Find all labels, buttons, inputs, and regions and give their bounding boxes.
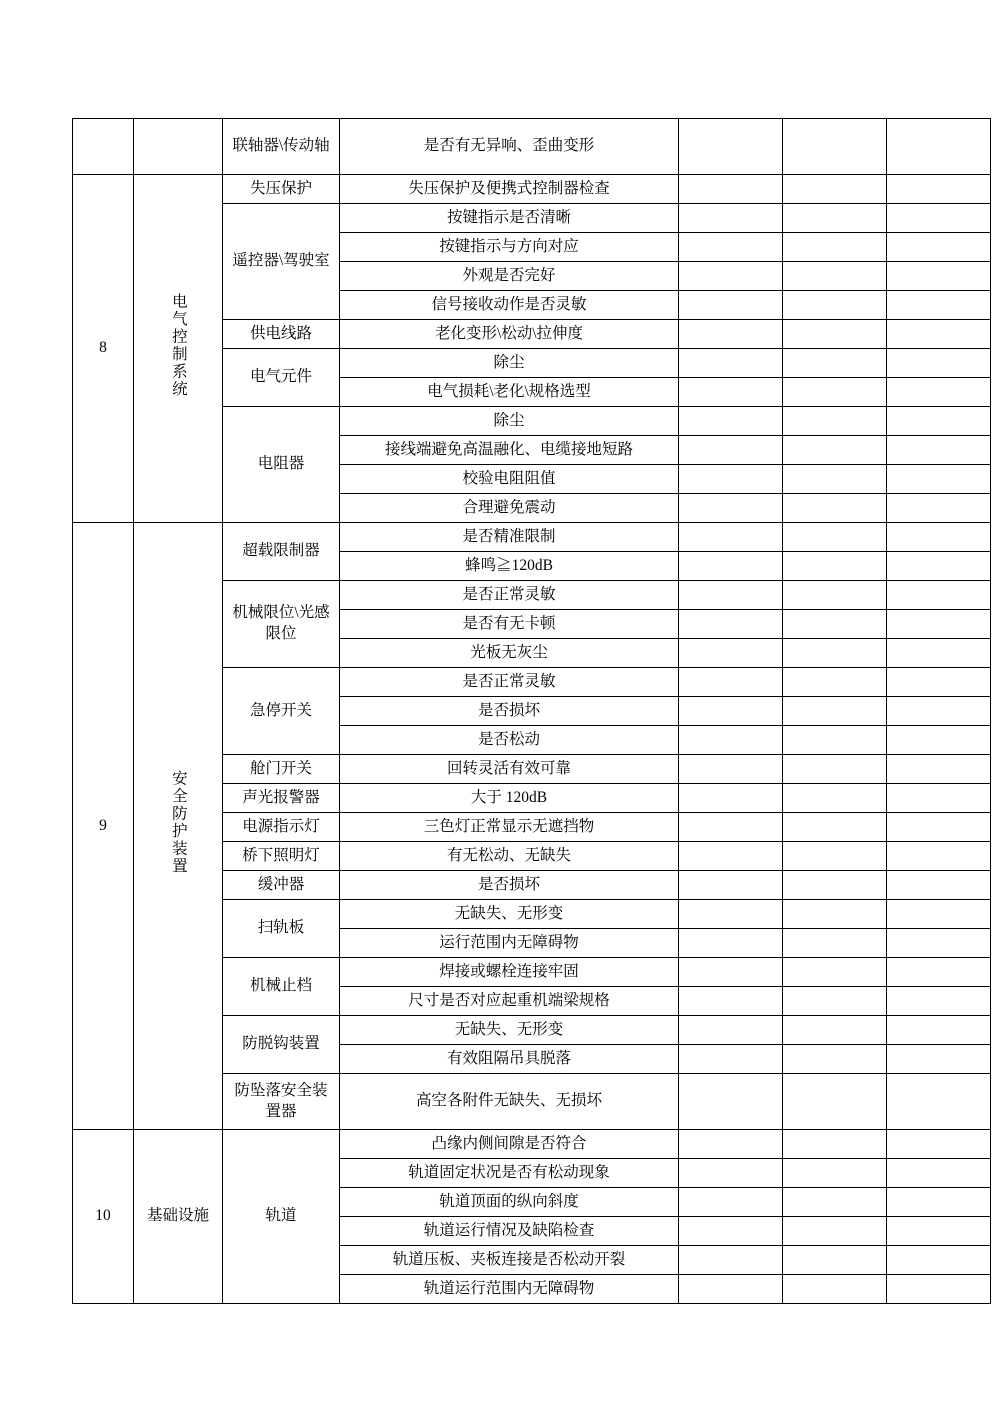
system-cell — [134, 175, 223, 523]
result-blank-cell[interactable] — [887, 900, 991, 929]
result-blank-cell[interactable] — [783, 610, 887, 639]
inspection-item-cell: 蜂鸣≧120dB — [340, 552, 679, 581]
result-blank-cell[interactable] — [783, 320, 887, 349]
result-blank-cell[interactable] — [783, 1246, 887, 1275]
part-cell: 电源指示灯 — [223, 813, 340, 842]
inspection-item-cell: 轨道运行范围内无障碍物 — [340, 1275, 679, 1304]
result-blank-cell[interactable] — [887, 610, 991, 639]
row-number-cell: 9 — [73, 523, 134, 1130]
part-cell: 联轴器\传动轴 — [223, 119, 340, 175]
result-blank-cell[interactable] — [783, 1074, 887, 1130]
result-blank-cell[interactable] — [679, 929, 783, 958]
part-cell: 急停开关 — [223, 668, 340, 755]
inspection-item-cell: 是否精准限制 — [340, 523, 679, 552]
result-blank-cell[interactable] — [679, 552, 783, 581]
result-blank-cell[interactable] — [679, 494, 783, 523]
table-row — [73, 523, 991, 552]
result-blank-cell[interactable] — [783, 929, 887, 958]
system-cell — [134, 1130, 223, 1304]
result-blank-cell[interactable] — [783, 581, 887, 610]
inspection-item-cell: 无缺失、无形变 — [340, 1016, 679, 1045]
inspection-item-cell: 尺寸是否对应起重机端梁规格 — [340, 987, 679, 1016]
result-blank-cell[interactable] — [783, 1159, 887, 1188]
part-cell: 舱门开关 — [223, 755, 340, 784]
result-blank-cell[interactable] — [783, 262, 887, 291]
result-blank-cell[interactable] — [783, 119, 887, 175]
result-blank-cell[interactable] — [887, 494, 991, 523]
result-blank-cell[interactable] — [783, 1130, 887, 1159]
inspection-item-cell: 运行范围内无障碍物 — [340, 929, 679, 958]
part-cell: 扫轨板 — [223, 900, 340, 958]
row-number-cell: 8 — [73, 175, 134, 523]
table-row — [73, 119, 991, 175]
result-blank-cell[interactable] — [783, 987, 887, 1016]
inspection-item-cell: 轨道顶面的纵向斜度 — [340, 1188, 679, 1217]
inspection-item-cell: 合理避免震动 — [340, 494, 679, 523]
result-blank-cell[interactable] — [679, 262, 783, 291]
result-blank-cell[interactable] — [679, 378, 783, 407]
inspection-item-cell: 是否有无异响、歪曲变形 — [340, 119, 679, 175]
result-blank-cell[interactable] — [887, 929, 991, 958]
result-blank-cell[interactable] — [783, 958, 887, 987]
result-blank-cell[interactable] — [783, 552, 887, 581]
result-blank-cell[interactable] — [679, 349, 783, 378]
result-blank-cell[interactable] — [679, 407, 783, 436]
result-blank-cell[interactable] — [783, 465, 887, 494]
result-blank-cell[interactable] — [783, 1016, 887, 1045]
inspection-item-cell: 电气损耗\老化\规格选型 — [340, 378, 679, 407]
result-blank-cell[interactable] — [783, 291, 887, 320]
result-blank-cell[interactable] — [679, 204, 783, 233]
result-blank-cell[interactable] — [679, 842, 783, 871]
inspection-item-cell: 校验电阻阻值 — [340, 465, 679, 494]
result-blank-cell[interactable] — [783, 436, 887, 465]
result-blank-cell[interactable] — [783, 349, 887, 378]
result-blank-cell[interactable] — [783, 900, 887, 929]
inspection-item-cell: 有效阻隔吊具脱落 — [340, 1045, 679, 1074]
result-blank-cell[interactable] — [887, 1016, 991, 1045]
part-cell: 缓冲器 — [223, 871, 340, 900]
part-cell: 轨道 — [223, 1130, 340, 1304]
result-blank-cell[interactable] — [887, 871, 991, 900]
result-blank-cell[interactable] — [887, 552, 991, 581]
result-blank-cell[interactable] — [783, 175, 887, 204]
result-blank-cell[interactable] — [679, 436, 783, 465]
result-blank-cell[interactable] — [887, 1275, 991, 1304]
part-cell: 供电线路 — [223, 320, 340, 349]
result-blank-cell[interactable] — [783, 871, 887, 900]
part-cell: 失压保护 — [223, 175, 340, 204]
result-blank-cell[interactable] — [679, 1217, 783, 1246]
table-row — [73, 175, 991, 204]
result-blank-cell[interactable] — [783, 1188, 887, 1217]
inspection-item-cell: 轨道运行情况及缺陷检查 — [340, 1217, 679, 1246]
result-blank-cell[interactable] — [679, 523, 783, 552]
part-cell: 遥控器\驾驶室 — [223, 204, 340, 320]
result-blank-cell[interactable] — [679, 465, 783, 494]
part-cell: 桥下照明灯 — [223, 842, 340, 871]
result-blank-cell[interactable] — [783, 755, 887, 784]
result-blank-cell[interactable] — [783, 407, 887, 436]
inspection-item-cell: 有无松动、无缺失 — [340, 842, 679, 871]
inspection-item-cell: 大于 120dB — [340, 784, 679, 813]
result-blank-cell[interactable] — [679, 639, 783, 668]
result-blank-cell[interactable] — [783, 523, 887, 552]
result-blank-cell[interactable] — [887, 291, 991, 320]
result-blank-cell[interactable] — [679, 1246, 783, 1275]
inspection-item-cell: 轨道压板、夹板连接是否松动开裂 — [340, 1246, 679, 1275]
result-blank-cell[interactable] — [679, 726, 783, 755]
inspection-item-cell: 是否正常灵敏 — [340, 668, 679, 697]
inspection-item-cell: 老化变形\松动\拉伸度 — [340, 320, 679, 349]
table-row — [73, 1130, 991, 1159]
result-blank-cell[interactable] — [783, 1217, 887, 1246]
result-blank-cell[interactable] — [887, 1246, 991, 1275]
part-cell: 超载限制器 — [223, 523, 340, 581]
part-cell: 机械限位\光感限位 — [223, 581, 340, 668]
row-number-cell — [73, 119, 134, 175]
result-blank-cell[interactable] — [679, 1130, 783, 1159]
inspection-table — [72, 118, 991, 1304]
result-blank-cell[interactable] — [679, 813, 783, 842]
result-blank-cell[interactable] — [679, 581, 783, 610]
result-blank-cell[interactable] — [887, 320, 991, 349]
result-blank-cell[interactable] — [887, 1188, 991, 1217]
part-cell: 防脱钩装置 — [223, 1016, 340, 1074]
result-blank-cell[interactable] — [887, 119, 991, 175]
inspection-item-cell: 焊接或螺栓连接牢固 — [340, 958, 679, 987]
result-blank-cell[interactable] — [887, 204, 991, 233]
row-number-cell: 10 — [73, 1130, 134, 1304]
result-blank-cell[interactable] — [887, 1159, 991, 1188]
result-blank-cell[interactable] — [887, 523, 991, 552]
result-blank-cell[interactable] — [887, 987, 991, 1016]
result-blank-cell[interactable] — [887, 668, 991, 697]
result-blank-cell[interactable] — [887, 697, 991, 726]
result-blank-cell[interactable] — [679, 233, 783, 262]
result-blank-cell[interactable] — [679, 1074, 783, 1130]
result-blank-cell[interactable] — [783, 784, 887, 813]
result-blank-cell[interactable] — [887, 1130, 991, 1159]
system-cell — [134, 523, 223, 1130]
result-blank-cell[interactable] — [679, 175, 783, 204]
result-blank-cell[interactable] — [887, 407, 991, 436]
inspection-item-cell: 凸缘内侧间隙是否符合 — [340, 1130, 679, 1159]
system-label: 电气控制系统 — [169, 292, 187, 398]
inspection-item-cell: 三色灯正常显示无遮挡物 — [340, 813, 679, 842]
part-cell: 机械止档 — [223, 958, 340, 1016]
result-blank-cell[interactable] — [679, 871, 783, 900]
result-blank-cell[interactable] — [887, 813, 991, 842]
result-blank-cell[interactable] — [679, 697, 783, 726]
result-blank-cell[interactable] — [679, 900, 783, 929]
result-blank-cell[interactable] — [679, 1159, 783, 1188]
result-blank-cell[interactable] — [887, 1074, 991, 1130]
system-label: 安全防护装置 — [169, 770, 187, 876]
result-blank-cell[interactable] — [887, 958, 991, 987]
part-cell: 防坠落安全装置器 — [223, 1074, 340, 1130]
result-blank-cell[interactable] — [887, 842, 991, 871]
result-blank-cell[interactable] — [783, 1275, 887, 1304]
inspection-item-cell: 无缺失、无形变 — [340, 900, 679, 929]
result-blank-cell[interactable] — [887, 436, 991, 465]
system-label: 基础设施 — [146, 1207, 209, 1225]
result-blank-cell[interactable] — [679, 320, 783, 349]
result-blank-cell[interactable] — [679, 1275, 783, 1304]
inspection-item-cell: 信号接收动作是否灵敏 — [340, 291, 679, 320]
inspection-item-cell: 是否损坏 — [340, 697, 679, 726]
result-blank-cell[interactable] — [887, 175, 991, 204]
result-blank-cell[interactable] — [887, 755, 991, 784]
result-blank-cell[interactable] — [783, 378, 887, 407]
result-blank-cell[interactable] — [887, 581, 991, 610]
inspection-item-cell: 除尘 — [340, 407, 679, 436]
inspection-item-cell: 轨道固定状况是否有松动现象 — [340, 1159, 679, 1188]
inspection-item-cell: 接线端避免高温融化、电缆接地短路 — [340, 436, 679, 465]
result-blank-cell[interactable] — [783, 697, 887, 726]
result-blank-cell[interactable] — [783, 842, 887, 871]
result-blank-cell[interactable] — [783, 668, 887, 697]
result-blank-cell[interactable] — [783, 1045, 887, 1074]
system-cell — [134, 119, 223, 175]
result-blank-cell[interactable] — [679, 755, 783, 784]
result-blank-cell[interactable] — [679, 987, 783, 1016]
result-blank-cell[interactable] — [783, 639, 887, 668]
result-blank-cell[interactable] — [679, 1188, 783, 1217]
result-blank-cell[interactable] — [679, 1045, 783, 1074]
result-blank-cell[interactable] — [679, 119, 783, 175]
inspection-item-cell: 按键指示是否清晰 — [340, 204, 679, 233]
result-blank-cell[interactable] — [679, 1016, 783, 1045]
result-blank-cell[interactable] — [783, 813, 887, 842]
result-blank-cell[interactable] — [679, 958, 783, 987]
result-blank-cell[interactable] — [887, 262, 991, 291]
result-blank-cell[interactable] — [783, 204, 887, 233]
result-blank-cell[interactable] — [679, 291, 783, 320]
result-blank-cell[interactable] — [887, 639, 991, 668]
result-blank-cell[interactable] — [783, 726, 887, 755]
part-cell: 电气元件 — [223, 349, 340, 407]
result-blank-cell[interactable] — [887, 349, 991, 378]
inspection-item-cell: 是否有无卡顿 — [340, 610, 679, 639]
inspection-item-cell: 高空各附件无缺失、无损坏 — [340, 1074, 679, 1130]
inspection-item-cell: 回转灵活有效可靠 — [340, 755, 679, 784]
result-blank-cell[interactable] — [783, 233, 887, 262]
inspection-item-cell: 外观是否完好 — [340, 262, 679, 291]
result-blank-cell[interactable] — [679, 784, 783, 813]
inspection-item-cell: 是否正常灵敏 — [340, 581, 679, 610]
result-blank-cell[interactable] — [887, 784, 991, 813]
inspection-item-cell: 是否松动 — [340, 726, 679, 755]
part-cell: 声光报警器 — [223, 784, 340, 813]
result-blank-cell[interactable] — [783, 494, 887, 523]
result-blank-cell[interactable] — [887, 1217, 991, 1246]
part-cell: 电阻器 — [223, 407, 340, 523]
inspection-item-cell: 除尘 — [340, 349, 679, 378]
inspection-item-cell: 是否损坏 — [340, 871, 679, 900]
result-blank-cell[interactable] — [887, 465, 991, 494]
result-blank-cell[interactable] — [887, 726, 991, 755]
inspection-item-cell: 光板无灰尘 — [340, 639, 679, 668]
result-blank-cell[interactable] — [887, 233, 991, 262]
inspection-item-cell: 按键指示与方向对应 — [340, 233, 679, 262]
result-blank-cell[interactable] — [887, 378, 991, 407]
result-blank-cell[interactable] — [679, 610, 783, 639]
result-blank-cell[interactable] — [679, 668, 783, 697]
inspection-item-cell: 失压保护及便携式控制器检查 — [340, 175, 679, 204]
result-blank-cell[interactable] — [887, 1045, 991, 1074]
